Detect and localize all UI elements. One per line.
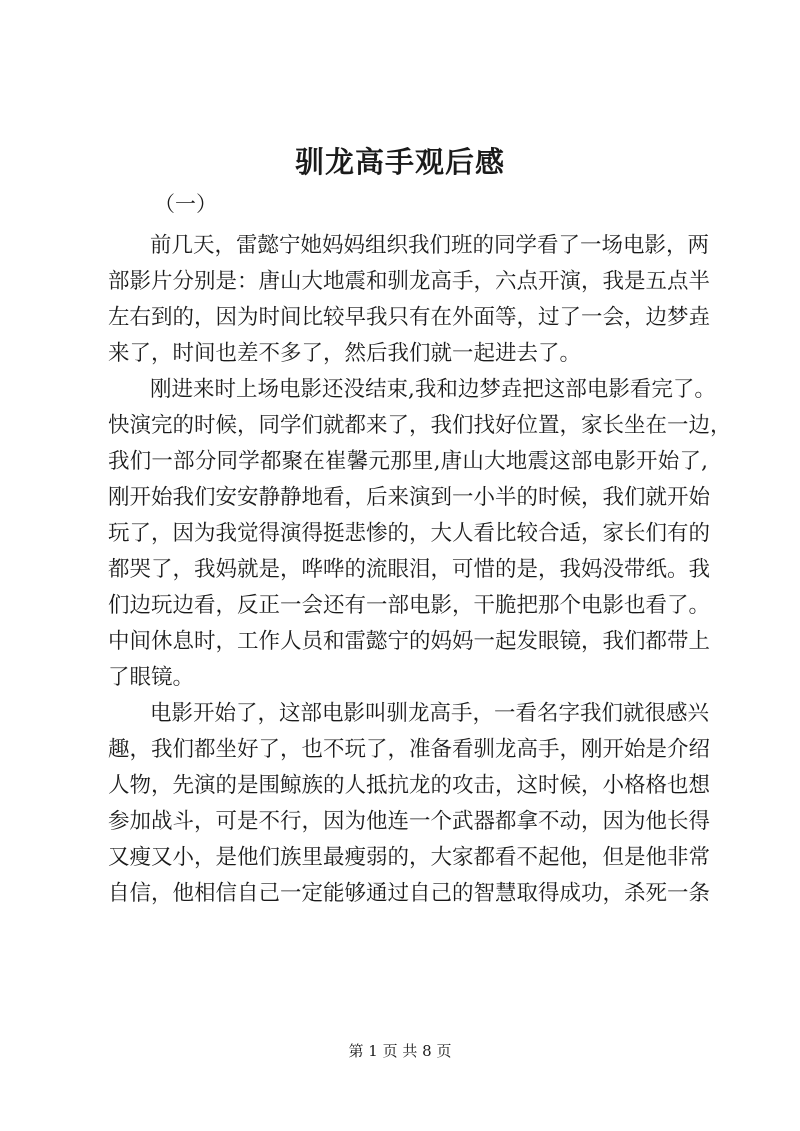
document-title: 驯龙高手观后感: [294, 145, 505, 179]
section-marker: （一）: [154, 192, 217, 216]
paragraph-3-line-6: 自信，他相信自己一定能够通过自己的智慧取得成功，杀死一条: [108, 881, 711, 906]
page-footer: 第 1 页 共 8 页: [348, 1042, 452, 1060]
paragraph-2-line-7: 们边玩边看，反正一会还有一部电影，干脆把那个电影也看了。: [108, 593, 711, 618]
paragraph-3-line-4: 参加战斗，可是不行，因为他连一个武器都拿不动，因为他长得: [108, 809, 711, 834]
paragraph-1-line-1: 前几天，雷懿宁她妈妈组织我们班的同学看了一场电影，两: [150, 233, 710, 258]
paragraph-1-line-2: 部影片分别是：唐山大地震和驯龙高手，六点开演，我是五点半: [108, 269, 711, 294]
paragraph-3-line-3: 人物，先演的是围鲸族的人抵抗龙的攻击，这时候，小格格也想: [108, 773, 711, 798]
paragraph-2-line-5: 玩了，因为我觉得演得挺悲惨的，大人看比较合适，家长们有的: [108, 521, 711, 546]
paragraph-2-line-1: 刚进来时上场电影还没结束,我和边梦垚把这部电影看完了。: [150, 377, 716, 402]
paragraph-2-line-9: 了眼镜。: [108, 665, 195, 690]
paragraph-1-line-3: 左右到的，因为时间比较早我只有在外面等，过了一会，边梦垚: [108, 305, 711, 330]
paragraph-3-line-1: 电影开始了，这部电影叫驯龙高手，一看名字我们就很感兴: [150, 701, 710, 726]
paragraph-2-line-6: 都哭了，我妈就是，哗哗的流眼泪，可惜的是，我妈没带纸。我: [108, 557, 711, 582]
paragraph-2-line-8: 中间休息时，工作人员和雷懿宁的妈妈一起发眼镜，我们都带上: [108, 629, 711, 654]
paragraph-1-line-4: 来了，时间也差不多了，然后我们就一起进去了。: [108, 341, 582, 366]
paragraph-3-line-2: 趣，我们都坐好了，也不玩了，准备看驯龙高手，刚开始是介绍: [108, 737, 711, 762]
paragraph-3-line-5: 又瘦又小，是他们族里最瘦弱的，大家都看不起他，但是他非常: [108, 845, 711, 870]
paragraph-2-line-4: 刚开始我们安安静静地看，后来演到一小半的时候，我们就开始: [108, 485, 711, 510]
paragraph-2-line-2: 快演完的时候，同学们就都来了，我们找好位置，家长坐在一边，: [108, 413, 732, 438]
paragraph-2-line-3: 我们一部分同学都聚在崔馨元那里,唐山大地震这部电影开始了,: [108, 449, 708, 474]
